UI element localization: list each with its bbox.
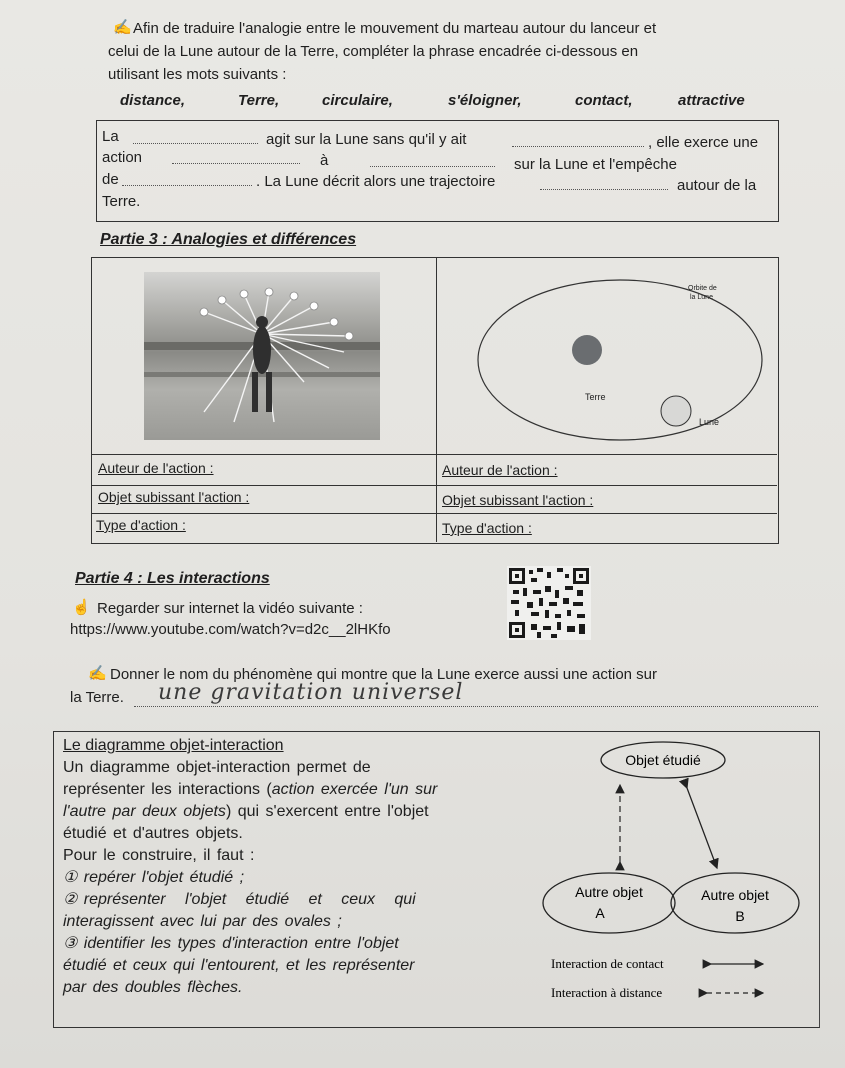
word-attractive: attractive bbox=[678, 92, 745, 109]
blank-6[interactable] bbox=[540, 177, 668, 190]
doi-p1 bbox=[63, 757, 519, 779]
word-contact: contact, bbox=[575, 92, 633, 109]
doi-p3 bbox=[63, 801, 519, 823]
contact-arrow-b bbox=[687, 788, 717, 868]
doi-step-2b: interagissent avec lui par des ovales ; bbox=[63, 913, 342, 930]
doi-step-3b: étudié et ceux qui l'entourent, et les représenter bbox=[63, 957, 415, 974]
doi-step-3a: ③ identifier les types d'interaction entre l'objet bbox=[63, 935, 399, 952]
handwritten-answer: une gravitation universel bbox=[158, 680, 464, 705]
node-autre-objet-a bbox=[543, 873, 675, 933]
doi-p5: Pour le construire, il faut : bbox=[63, 847, 255, 864]
fill-l3a: de bbox=[102, 171, 119, 188]
word-terre: Terre, bbox=[238, 92, 280, 109]
intro-line-2: celui de la Lune autour de la Terre, compléter la phrase encadrée ci-dessous en bbox=[108, 43, 639, 60]
type-left: Type d'action : bbox=[96, 517, 186, 533]
auteur-right: Auteur de l'action : bbox=[442, 462, 558, 478]
hammer-throw-sequence-icon bbox=[144, 272, 380, 440]
fill-l2c: sur la Lune et l'empêche bbox=[514, 156, 677, 173]
fill-l1a: La bbox=[102, 128, 119, 145]
object-interaction-diagram bbox=[525, 740, 815, 1022]
fill-l1c: , elle exerce une bbox=[648, 134, 759, 151]
fill-l3b: . La Lune décrit alors une trajectoire bbox=[256, 173, 496, 190]
word-circulaire: circulaire, bbox=[322, 92, 393, 109]
node-main-label: Objet étudié bbox=[625, 752, 701, 768]
blank-4[interactable] bbox=[370, 154, 495, 167]
question-line-1: Donner le nom du phénomène qui montre que la Lune exerce aussi une action sur bbox=[110, 666, 658, 683]
table-row-line-3 bbox=[91, 513, 777, 514]
node-b-label-1: Autre objet bbox=[701, 887, 769, 903]
objet-right: Objet subissant l'action : bbox=[442, 492, 594, 508]
doi-p2a: représenter les interactions ( bbox=[63, 781, 272, 798]
watch-instruction: Regarder sur internet la vidéo suivante : bbox=[97, 600, 363, 617]
moon-icon bbox=[661, 396, 691, 426]
table-row-line-2 bbox=[91, 485, 777, 486]
blank-2[interactable] bbox=[512, 134, 644, 147]
intro-line-1: Afin de traduire l'analogie entre le mouvement du marteau autour du lanceur et bbox=[133, 20, 657, 37]
table-row-line-1 bbox=[91, 454, 777, 455]
pen-bullet-icon-2: ✍ bbox=[88, 665, 107, 682]
node-autre-objet-b bbox=[671, 873, 799, 933]
orbit-label-2: la Lune bbox=[690, 294, 713, 301]
word-seloigner: s'éloigner, bbox=[448, 92, 522, 109]
doi-title: Le diagramme objet-interaction bbox=[63, 737, 284, 754]
fill-l2a: action bbox=[102, 149, 143, 166]
node-b-label-2: B bbox=[735, 908, 745, 924]
legend-distance-text: Interaction à distance bbox=[551, 985, 663, 1000]
orbit-diagram bbox=[470, 270, 770, 450]
pen-bullet-icon: ✍ bbox=[113, 19, 132, 36]
doi-step-3c: par des doubles flèches. bbox=[63, 979, 243, 996]
blank-3[interactable] bbox=[172, 151, 300, 164]
fill-l4a: Terre. bbox=[102, 193, 141, 210]
moon-orbit-ellipse bbox=[478, 280, 762, 440]
type-right: Type d'action : bbox=[442, 520, 532, 536]
table-divider bbox=[436, 257, 437, 542]
blank-1[interactable] bbox=[133, 131, 258, 144]
hammer-throw-photo bbox=[144, 272, 380, 440]
partie4-title: Partie 4 : Les interactions bbox=[75, 570, 270, 587]
fill-l1b: agit sur la Lune sans qu'il y ait bbox=[266, 131, 467, 148]
pointer-icon: ☝ bbox=[72, 599, 91, 616]
doi-p3a: l'autre par deux objets bbox=[63, 803, 226, 820]
auteur-left: Auteur de l'action : bbox=[98, 460, 214, 476]
doi-p4: étudié et d'autres objets. bbox=[63, 825, 243, 842]
objet-left: Objet subissant l'action : bbox=[98, 489, 250, 505]
doi-step-1: ① repérer l'objet étudié ; bbox=[63, 869, 245, 886]
doi-p3b: ) qui s'exercent entre l'objet bbox=[225, 803, 429, 820]
qr-code-icon[interactable] bbox=[507, 566, 591, 640]
orbit-label-1: Orbite de bbox=[688, 285, 717, 292]
node-a-label-2: A bbox=[595, 905, 605, 921]
question-line-2: la Terre. bbox=[70, 689, 124, 706]
doi-p2 bbox=[63, 779, 519, 801]
fill-l2b: à bbox=[320, 152, 329, 169]
moon-label: Lune bbox=[699, 417, 720, 427]
blank-5[interactable] bbox=[122, 173, 252, 186]
word-distance: distance, bbox=[120, 92, 186, 109]
earth-label: Terre bbox=[585, 392, 606, 402]
doi-text bbox=[63, 757, 519, 999]
doi-step-2a: ② représenter l'objet étudié et ceux qui bbox=[63, 891, 416, 908]
doi-p1-text: Un diagramme objet-interaction permet de bbox=[63, 759, 371, 776]
intro-line-3: utilisant les mots suivants : bbox=[108, 66, 287, 83]
fill-l3c: autour de la bbox=[677, 177, 757, 194]
node-a-label-1: Autre objet bbox=[575, 884, 643, 900]
earth-icon bbox=[572, 335, 602, 365]
partie3-title: Partie 3 : Analogies et différences bbox=[100, 231, 357, 248]
video-url[interactable]: https://www.youtube.com/watch?v=d2c__2lHKfo bbox=[70, 621, 391, 638]
doi-p2b: action exercée l'un sur bbox=[271, 781, 438, 798]
legend-contact-text: Interaction de contact bbox=[551, 956, 664, 971]
